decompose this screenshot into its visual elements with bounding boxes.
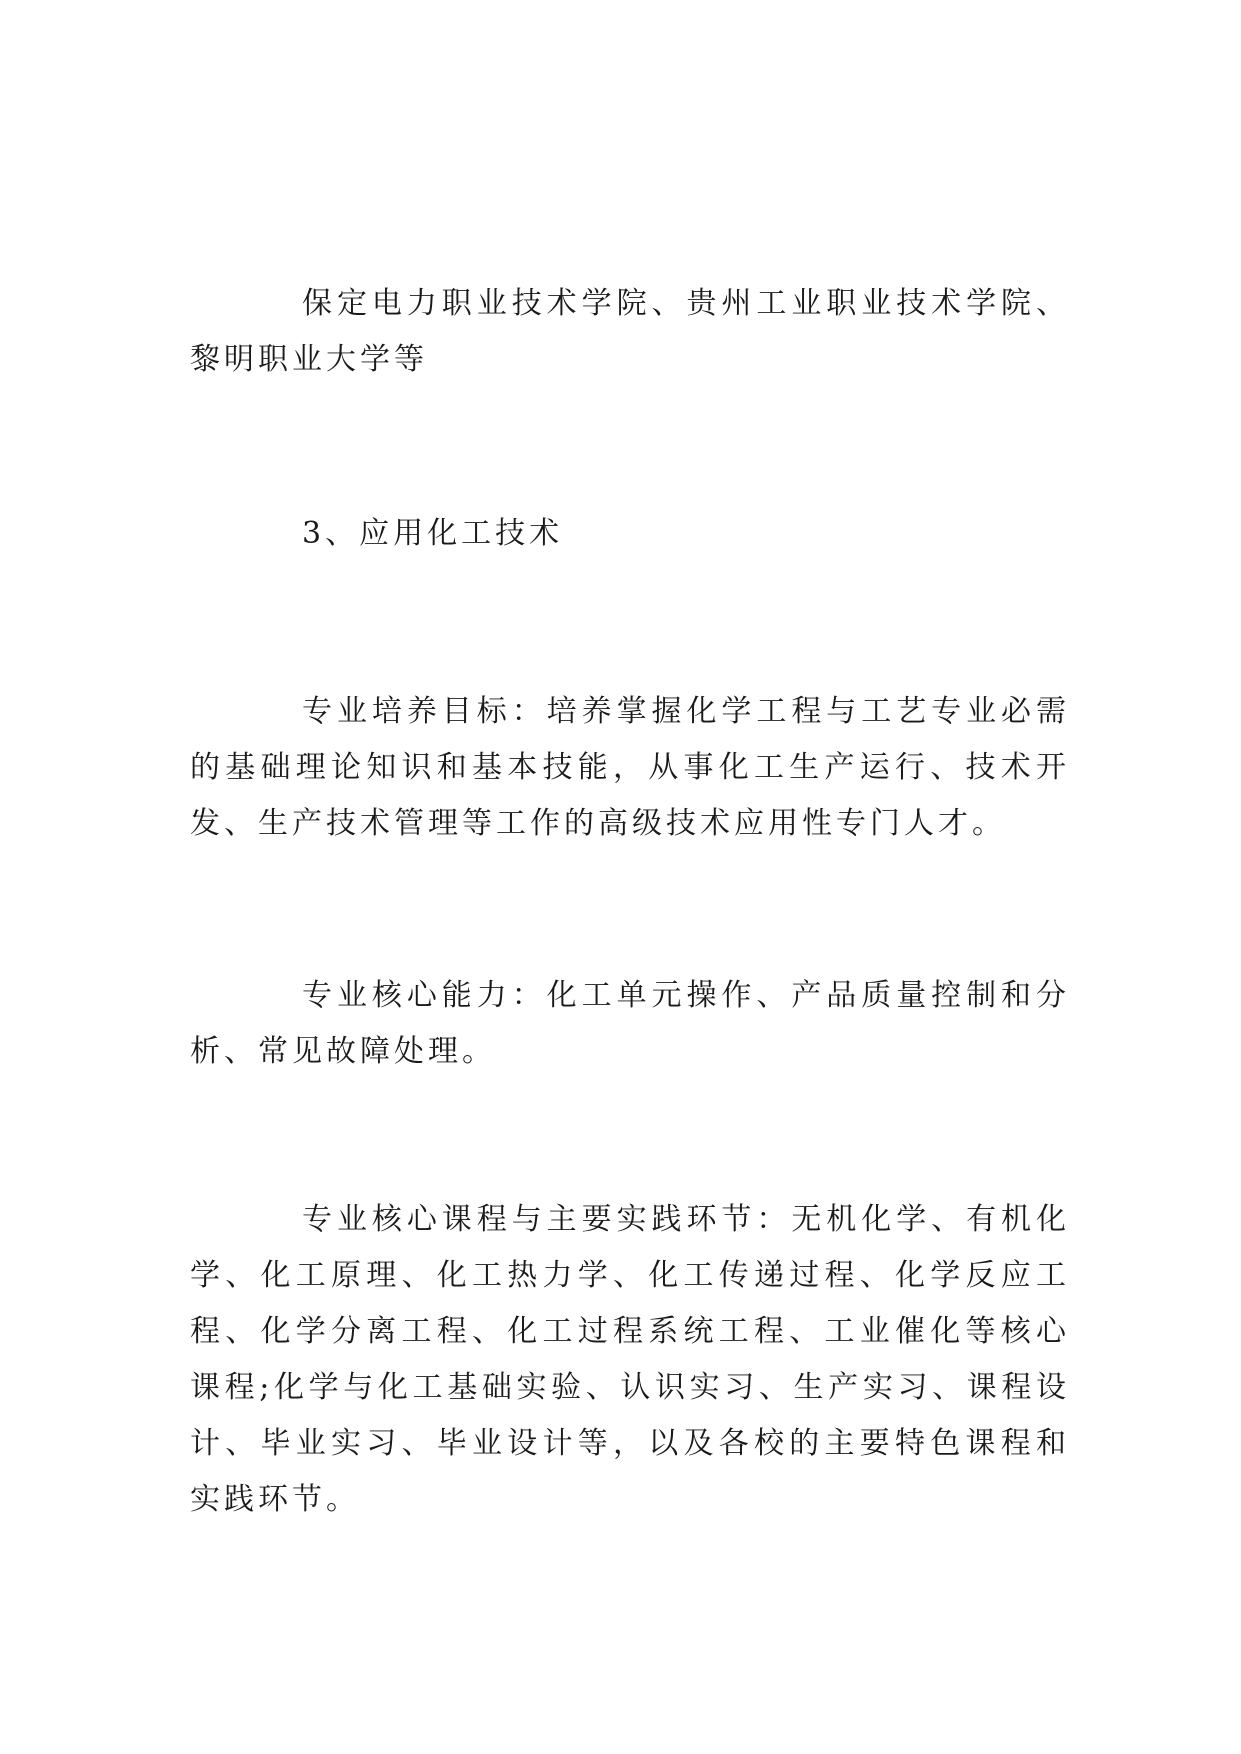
paragraph-training-objective: 专业培养目标：培养掌握化学工程与工艺专业必需的基础理论知识和基本技能，从事化工生产运行、技术开发、生产技术管理等工作的高级技术应用性专门人才。 [190,694,1070,841]
paragraph-institutions: 保定电力职业技术学院、贵州工业职业技术学院、黎明职业大学等 [190,286,1070,377]
paragraph-core-courses: 专业核心课程与主要实践环节：无机化学、有机化学、化工原理、化工热力学、化工传递过程、化学反应工程、化学分离工程、化工过程系统工程、工业催化等核心课程;化学与化工基础实验、认识实习、生产实习、课程设计、毕业实习、毕业设计等，以及各校的主要特色课程和实践环节。 [190,1202,1070,1517]
section-heading: 3、应用化工技术 [302,516,564,551]
paragraph-core-abilities: 专业核心能力：化工单元操作、产品质量控制和分析、常见故障处理。 [190,978,1070,1069]
